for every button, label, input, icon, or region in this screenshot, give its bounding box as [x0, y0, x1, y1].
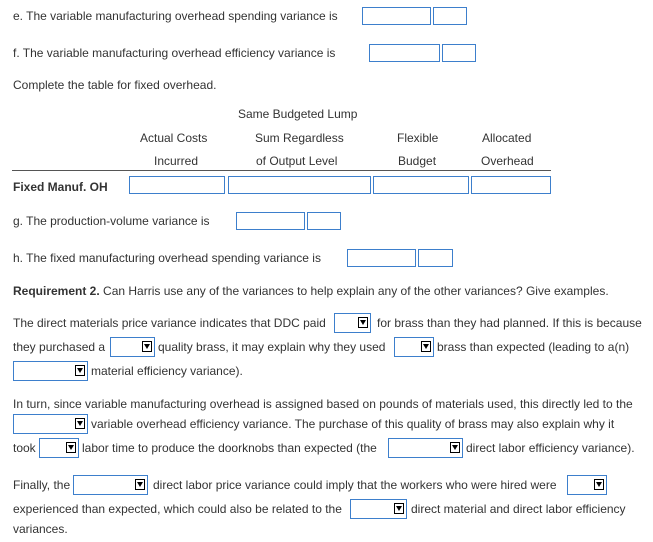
para1-text-4: quality brass, it may explain why they used: [158, 340, 386, 354]
allocated-overhead-input[interactable]: [471, 176, 551, 194]
para1-text-3: they purchased a: [13, 340, 106, 354]
item-f-amount-input[interactable]: [369, 44, 440, 62]
dl-price-dropdown[interactable]: [73, 475, 148, 495]
chevron-down-icon: [75, 418, 85, 429]
column-group-header: Same Budgeted Lump: [238, 107, 358, 121]
dl-efficiency-dropdown[interactable]: [388, 438, 463, 458]
col-allocated-line2: Overhead: [481, 154, 534, 168]
requirement-heading: [13, 284, 609, 299]
chevron-down-icon: [421, 341, 431, 352]
para1-text-6: material efficiency variance).: [91, 364, 243, 378]
para3-text-1: Finally, the: [13, 478, 71, 492]
item-h-type-input[interactable]: [418, 249, 453, 267]
lump-sum-input[interactable]: [228, 176, 371, 194]
item-e-label: e. The variable manufacturing overhead spending variance is: [13, 9, 338, 23]
labor-time-dropdown[interactable]: [39, 438, 79, 458]
item-g-label: g. The production-volume variance is: [13, 214, 210, 228]
voh-efficiency-dropdown[interactable]: [13, 414, 88, 434]
para2-text-5: direct labor efficiency variance).: [466, 441, 635, 455]
brass-usage-dropdown[interactable]: [394, 337, 434, 357]
col-lumpsum-line1: Sum Regardless: [255, 131, 344, 145]
chevron-down-icon: [66, 442, 76, 453]
dm-price-paid-dropdown[interactable]: [334, 313, 371, 333]
col-flexible-line1: Flexible: [397, 131, 439, 145]
flexible-budget-input[interactable]: [373, 176, 469, 194]
chevron-down-icon: [594, 479, 604, 490]
para3-text-3: experienced than expected, which could also be related to the: [13, 502, 342, 516]
para2-text-1: In turn, since variable manufacturing overhead is assigned based on pounds of materials used, this directly led to the: [13, 397, 633, 411]
para3-text-5: variances.: [13, 522, 68, 536]
chevron-down-icon: [135, 479, 145, 490]
item-f-label: f. The variable manufacturing overhead efficiency variance is: [13, 46, 336, 60]
actual-costs-input[interactable]: [129, 176, 225, 194]
chevron-down-icon: [142, 341, 152, 352]
requirement-label: Requirement 2.: [13, 284, 100, 298]
chevron-down-icon: [358, 317, 368, 328]
para1-text-5: brass than expected (leading to a(n): [437, 340, 630, 354]
item-f-type-input[interactable]: [442, 44, 476, 62]
requirement-question: Can Harris use any of the variances to help explain any of the other variances? Give examples.: [103, 284, 609, 298]
col-allocated-line1: Allocated: [482, 131, 532, 145]
item-e-type-input[interactable]: [433, 7, 467, 25]
table-divider: [12, 170, 551, 171]
para3-text-2: direct labor price variance could imply that the workers who were hired were: [153, 478, 557, 492]
chevron-down-icon: [450, 442, 460, 453]
item-h-amount-input[interactable]: [347, 249, 416, 267]
chevron-down-icon: [394, 503, 404, 514]
worker-experience-dropdown[interactable]: [567, 475, 607, 495]
para2-text-3: took: [13, 441, 36, 455]
item-e-amount-input[interactable]: [362, 7, 431, 25]
col-actual-line2: Incurred: [154, 154, 199, 168]
col-flexible-line2: Budget: [398, 154, 437, 168]
material-efficiency-dropdown[interactable]: [13, 361, 88, 381]
col-actual-line1: Actual Costs: [140, 131, 208, 145]
para2-text-2: variable overhead efficiency variance. The purchase of this quality of brass may also explain why it: [91, 417, 615, 431]
para1-text-2: for brass than they had planned. If this is because: [377, 316, 642, 330]
item-g-type-input[interactable]: [307, 212, 341, 230]
para1-text-1: The direct materials price variance indicates that DDC paid: [13, 316, 326, 330]
related-variance-dropdown[interactable]: [350, 499, 407, 519]
item-h-label: h. The fixed manufacturing overhead spending variance is: [13, 251, 321, 265]
fixed-table-intro: Complete the table for fixed overhead.: [13, 78, 217, 92]
para3-text-4: direct material and direct labor efficiency: [411, 502, 626, 516]
brass-quality-dropdown[interactable]: [110, 337, 155, 357]
para2-text-4: labor time to produce the doorknobs than expected (the: [82, 441, 377, 455]
chevron-down-icon: [75, 365, 85, 376]
row-fixed-manuf-oh: Fixed Manuf. OH: [13, 180, 108, 194]
col-lumpsum-line2: of Output Level: [256, 154, 338, 168]
item-g-amount-input[interactable]: [236, 212, 305, 230]
